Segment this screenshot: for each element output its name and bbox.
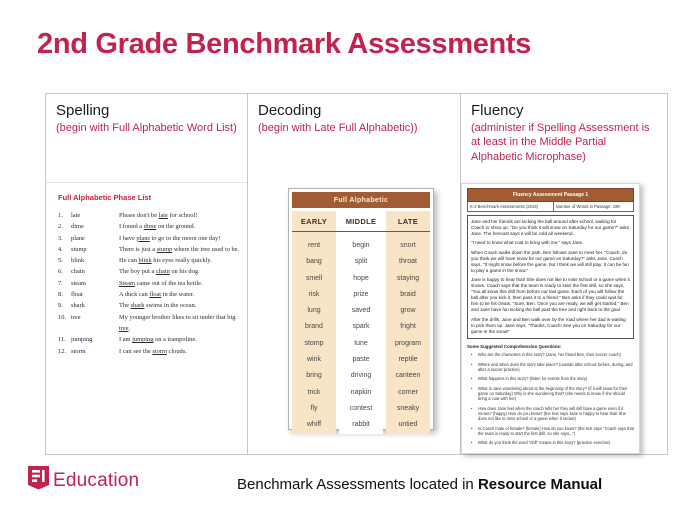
table-row [58,255,241,266]
word-number: 12. [58,347,66,355]
passage-paragraph: Jane is happy to hear that! She does not like to miss school or a game when it snows. Coach says that the team is ready to start the first drill, so she says, "You all know this drill from before our last game. Each of you will follow the ball after you kick it, then pass it to a friend." Ben asks if they could wait for him to tie his cleats. "Sure, Ben. Once you are ready, we will get started." Ben and Jane have fun kicking the ball past the tree and right back to the goal. [471,277,630,313]
spelling-sentence: Please don't be late for school! [119,212,198,219]
decoding-word: whiff [306,421,322,429]
decoding-word: hope [353,274,369,282]
fluency-meta-right: Number of Words in Passage: 198 [555,204,620,209]
table-row [58,278,241,289]
spelling-heading: Spelling [56,102,110,119]
spelling-sentence: My younger brother likes to sit under that big tree. [119,313,236,332]
decoding-word: prize [353,290,369,298]
table-row [58,346,241,357]
spelling-word: stump [71,245,87,253]
spelling-word: float [71,291,83,299]
decoding-word: begin [352,242,370,249]
late-word-column [386,232,430,434]
spelling-sentence: I found a dime on the ground. [119,223,196,231]
spelling-sentence: The boy put a chain on his dog. [119,268,200,276]
decoding-word: wink [306,356,321,364]
footer-note-bold: Resource Manual [477,476,603,493]
decoding-word: rabbit [352,421,370,429]
decoding-word: stomp [304,339,324,347]
word-number: 7. [58,279,63,287]
decoding-word: untied [398,421,418,429]
decoding-subheading: (begin with Late Full Alphabetic)) [258,122,418,134]
word-number: 10. [58,313,66,321]
column-header-late: LATE [386,211,430,231]
decoding-word: program [394,339,422,347]
decoding-word: napkin [350,388,372,396]
decoding-word: paste [352,356,370,364]
decoding-word: lung [307,307,321,315]
decoding-word: bang [306,258,322,266]
column-header-middle: MIDDLE [339,211,383,231]
decoding-word: fright [400,323,416,331]
page-title: 2nd Grade Benchmark Assessments [37,28,532,60]
column-header-early: EARLY [292,211,336,231]
table-row [58,221,241,232]
passage-paragraph: After the drills, Jane and Ben walk over by the road where her dad is waiting to pick them up. Jane says, "Thanks, Coach! See you on Saturday for our game in the snow!" [471,316,626,334]
fluency-assessment-document [461,183,640,454]
spelling-word: blink [71,257,85,265]
decoding-word: rent [307,242,321,249]
decoding-column [247,93,461,455]
decoding-word: sneaky [396,404,420,412]
fluency-doc-title: Fluency Assessment Passage 1 [467,188,634,202]
word-number: 11. [58,336,66,344]
decoding-word: reptile [398,356,418,364]
decoding-word: snort [400,242,416,249]
table-row [58,312,241,335]
spelling-word: chain [71,268,85,276]
spelling-sentence: I have plans to go to the moon one day! [119,234,221,242]
table-row [58,289,241,300]
spelling-word: plane [71,234,85,242]
logo-wordmark: Education [53,469,140,491]
spelling-word: jumping [71,336,93,344]
decoding-word: trick [307,388,321,396]
comprehension-question: • What happens in this story? (listen for events from the story) [469,376,634,381]
comprehension-question: • What do you think the word "drill" means in this story? (practice exercise) [469,440,634,445]
spelling-word: storm [71,347,86,355]
word-number: 5. [58,257,63,265]
decoding-word: driving [350,372,372,380]
comprehension-question: • Where and when does the story take place? (outside after school; before, during, and after a soccer practice) [469,362,634,373]
spelling-sentence: He can blink his eyes really quickly. [119,257,212,265]
fluency-passage-box [467,215,634,339]
spelling-word: shark [71,302,85,310]
table-row [58,233,241,244]
decoding-heading: Decoding [258,102,322,119]
spelling-sentence: A duck can float in the water. [119,291,195,299]
questions-heading: Some Suggested Comprehension Questions: [467,344,562,350]
el-education-logo [28,466,139,495]
decoding-word: contest [349,404,373,412]
spelling-sentence: I am jumping on a trampoline. [119,336,197,344]
spelling-sentence: The shark swims in the ocean. [119,302,197,310]
table-row [58,300,241,311]
el-education-logo-icon [28,466,49,495]
spelling-sentence: Steam came out of the tea kettle. [119,279,203,287]
footer-note [237,476,602,493]
spelling-word: steam [71,279,86,287]
fluency-heading: Fluency [471,102,524,119]
decoding-word: throat [399,258,417,266]
decoding-word: tune [354,339,368,347]
comprehension-question: • Is Coach male or female? (female) How do you know? (the text says "Coach says that the team is ready to start the first drill, so she says...") [469,426,634,437]
fluency-column [460,93,668,455]
comprehension-question: • Who are the characters in this story? (Jane, her friend Ben, their soccer coach) [469,352,634,357]
decoding-word-table-document [288,188,434,430]
word-number: 1. [58,212,63,219]
table-row [58,266,241,277]
table-row [58,334,241,345]
word-number: 4. [58,245,63,253]
passage-paragraph: Jane and her friends are kicking the ball around after school, waiting for Coach to show up. "Do you think it will snow on Saturday for our game?" asks Jane. The forecast says it will be cold all weekend. [471,219,629,236]
middle-word-column [339,232,383,434]
word-number: 2. [58,223,63,231]
fluency-subheading: (administer if Spelling Assessment is at least in the Middle Partial Alphabetic Microphase) [471,122,650,163]
decoding-table-body [292,232,430,434]
table-row [58,244,241,255]
spelling-word: late [71,212,81,219]
decoding-word: braid [400,290,416,298]
spelling-word: tree [71,313,81,321]
footer-note-prefix: Benchmark Assessments located in [237,476,478,493]
spelling-column-header [46,94,247,135]
decoding-word: smell [305,274,323,282]
word-number: 3. [58,234,63,242]
decoding-word: canteen [395,372,421,380]
comprehension-question: • How does Jane feel when the coach tells her they will still have a game even if it snows? (happy) How do you know? (the text says Jane is happy to hear that! She does not like to miss school or a game when it snows) [469,406,634,422]
decoding-word: fly [310,404,318,412]
fluency-column-header [461,94,667,164]
passage-paragraph: "I need to know what coat to bring with me," says Jane. [471,240,584,246]
decoding-word: split [354,258,368,266]
decoding-table-header-row [292,211,430,232]
columns-container [45,93,668,455]
word-number: 9. [58,302,63,310]
decoding-column-header [248,94,460,135]
decoding-word: staying [396,274,420,282]
table-row [58,210,241,221]
decoding-word: spark [352,323,370,331]
fluency-meta-row [467,202,634,212]
decoding-word: brand [305,323,323,331]
fluency-meta-left: K-2 Benchmark Assessments (2019) [468,202,554,211]
spelling-word-list-document [46,182,247,454]
spelling-column [45,93,248,455]
decoding-word: corner [398,388,418,396]
passage-paragraph: When Coach walks down the path, Ben follows Jane to meet her. "Coach, do you think we will have snow for our game on Saturday?" asks Jane. Coach says, "It might snow before the game, but I think we will still play. It can be fun to play a game in the snow." [471,249,629,273]
comprehension-question: • What is Jane wondering about at the beginning of the story? (if it will snow for their game on Saturday) Why is she wondering that? (she needs to know if she should bring a coat with her) [469,386,634,402]
spelling-subheading: (begin with Full Alphabetic Word List) [56,122,237,134]
decoding-word: grow [400,307,416,315]
decoding-word: saved [351,307,371,315]
decoding-table-title: Full Alphabetic [292,192,430,208]
word-number: 6. [58,268,63,276]
spelling-doc-title: Full Alphabetic Phase List [58,193,152,202]
word-number: 8. [58,291,63,299]
spelling-word: dime [71,223,84,231]
spelling-sentence: I can see the storm clouds. [119,347,187,355]
early-word-column [292,232,336,434]
decoding-word: bring [306,372,322,380]
decoding-word: risk [308,290,320,298]
spelling-sentence: There is just a stump where the tree used to be. [119,245,240,253]
